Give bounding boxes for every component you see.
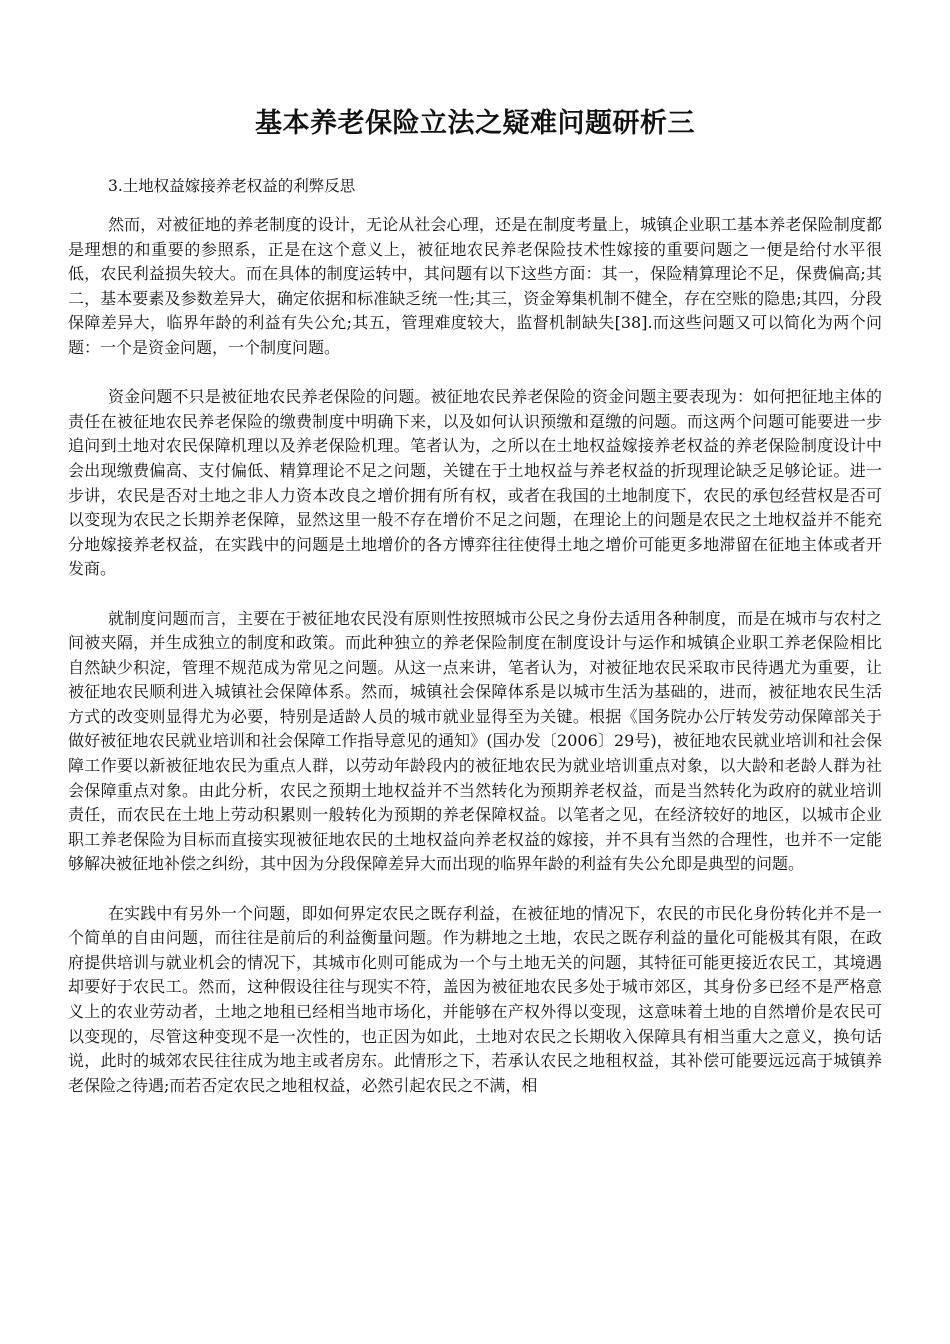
document-body	[68, 213, 882, 1123]
document-title: 基本养老保险立法之疑难问题研析三	[255, 108, 695, 139]
paragraph: 在实践中有另外一个问题，即如何界定农民之既存利益，在被征地的情况下，农民的市民化身份转化并不是一个简单的自由问题，而往往是前后的利益衡量问题。作为耕地之土地，农民之既存利益的量化可能极其有限，在政府提供培训与就业机会的情况下，其城市化则可能成为一个与土地无关的问题，其特征可能更接近农民工，其境遇却要好于农民工。然而，这种假设往往与现实不符，盖因为被征地农民多处于城市郊区，其身份多已经不是严格意义上的农业劳动者，土地之地租已经相当地市场化，并能够在产权外得以变现，这意味着土地的自然增价是农民可以变现的，尽管这种变现不是一次性的，也正因为如此，土地对农民之长期收入保障具有相当重大之意义，换句话说，此时的城郊农民往往成为地主或者房东。此情形之下，若承认农民之地租权益，其补偿可能要远远高于城镇养老保险之待遇;而若否定农民之地租权益，必然引起农民之不满，相	[68, 903, 882, 1095]
section-heading: 3.土地权益嫁接养老权益的利弊反思	[108, 177, 356, 195]
paragraph: 资金问题不只是被征地农民养老保险的问题。被征地农民养老保险的资金问题主要表现为：如何把征地主体的责任在被征地农民养老保险的缴费制度中明确下来，以及如何认识预缴和趸缴的问题。而这两个问题可能要进一步追问到土地对农民保障机理以及养老保险机理。笔者认为，之所以在土地权益嫁接养老权益的养老保险制度设计中会出现缴费偏高、支付偏低、精算理论不足之问题，关键在于土地权益与养老权益的折现理论缺乏足够论证。进一步讲，农民是否对土地之非人力资本改良之增价拥有所有权，或者在我国的土地制度下，农民的承包经营权是否可以变现为农民之长期养老保障，显然这里一般不存在增价不足之问题，在理论上的问题是农民之土地权益并不能充分地嫁接养老权益，在实践中的问题是土地增价的各方博弈往往使得土地之增价可能更多地滞留在征地主体或者开发商。	[68, 387, 882, 579]
paragraph: 就制度问题而言，主要在于被征地农民没有原则性按照城市公民之身份去适用各种制度，而是在城市与农村之间被夹隔，并生成独立的制度和政策。而此种独立的养老保险制度在制度设计与运作和城镇企业职工养老保险相比自然缺少积淀，管理不规范成为常见之问题。从这一点来讲，笔者认为，对被征地农民采取市民待遇尤为重要，让被征地农民顺利进入城镇社会保障体系。然而，城镇社会保障体系是以城市生活为基础的，进而，被征地农民生活方式的改变则显得尤为必要，特别是适龄人员的城市就业显得至为关键。根据《国务院办公厅转发劳动保障部关于做好被征地农民就业培训和社会保障工作指导意见的通知》(国办发〔2006〕29号)，被征地农民就业培训和社会保障工作要以新被征地农民为重点人群，以劳动年龄段内的被征地农民为就业培训重点对象，以大龄和老龄人群为社会保障重点对象。由此分析，农民之预期土地权益并不当然转化为预期养老权益，而是当然转化为政府的就业培训责任，而农民在土地上劳动积累则一般转化为预期的养老保障权益。以笔者之见，在经济较好的地区，以城市企业职工养老保险为目标而直接实现被征地农民的土地权益向养老权益的嫁接，并不具有当然的合理性，也并不一定能够解决被征地补偿之纠纷，其中因为分段保障差异大而出现的临界年龄的利益有失公允即是典型的问题。	[68, 608, 882, 874]
paragraph: 然而，对被征地的养老制度的设计，无论从社会心理，还是在制度考量上，城镇企业职工基本养老保险制度都是理想的和重要的参照系，正是在这个意义上，被征地农民养老保险技术性嫁接的重要问题之一便是给付水平很低，农民利益损失较大。而在具体的制度运转中，其问题有以下这些方面：其一，保险精算理论不足，保费偏高;其二，基本要素及参数差异大，确定依据和标准缺乏统一性;其三，资金筹集机制不健全，存在空账的隐患;其四，分段保障差异大，临界年龄的利益有失公允;其五，管理难度较大，监督机制缺失[38].而这些问题又可以简化为两个问题：一个是资金问题，一个制度问题。	[68, 215, 882, 357]
